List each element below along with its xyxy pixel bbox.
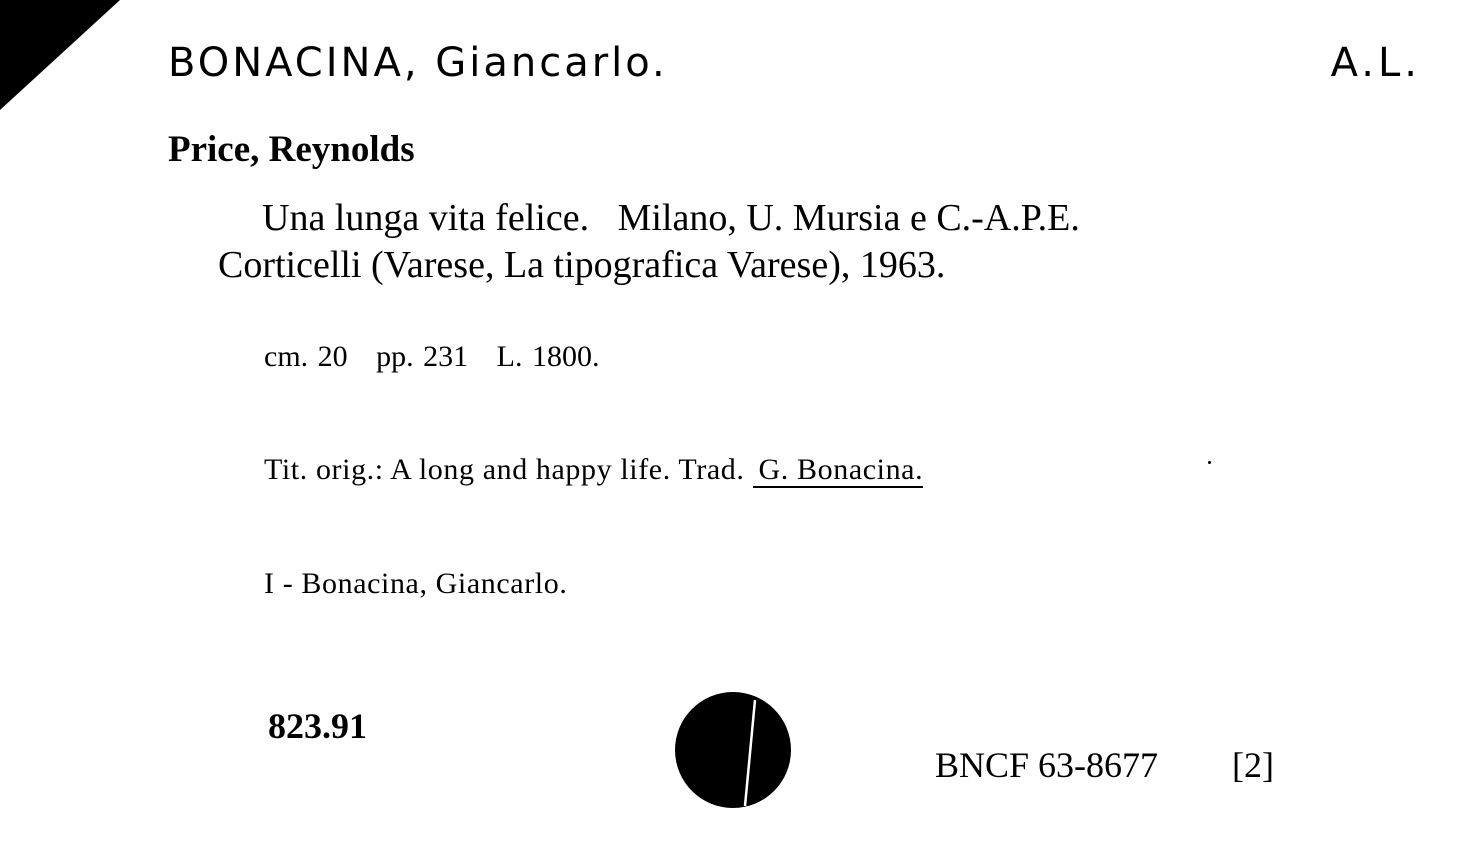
title-line-2: Corticelli (Varese, La tipografica Varese), 1963. [218,244,946,286]
copies-count: [2] [1232,745,1274,785]
physical-description: cm. 20 pp. 231 L. 1800. [264,340,600,373]
original-title-prefix: Tit. orig.: A long and happy life. Trad. [264,453,745,486]
punch-hole-icon [675,692,791,808]
original-title-note [264,453,923,488]
heading-name: BONACINA, Giancarlo. [168,40,668,86]
title-line-1: Una lunga vita felice. Milano, U. Mursia e C.-A.P.E. [262,197,1080,239]
control-number: BNCF 63-8677 [935,745,1159,785]
corner-mark-icon [0,0,120,120]
translator-name: G. Bonacina. [753,454,924,488]
added-entry: I - Bonacina, Giancarlo. [264,567,568,600]
stray-dot [1208,461,1211,464]
classification-number: 823.91 [268,706,367,746]
author-entry: Price, Reynolds [168,129,415,170]
heading-code: A.L. [1330,40,1421,86]
